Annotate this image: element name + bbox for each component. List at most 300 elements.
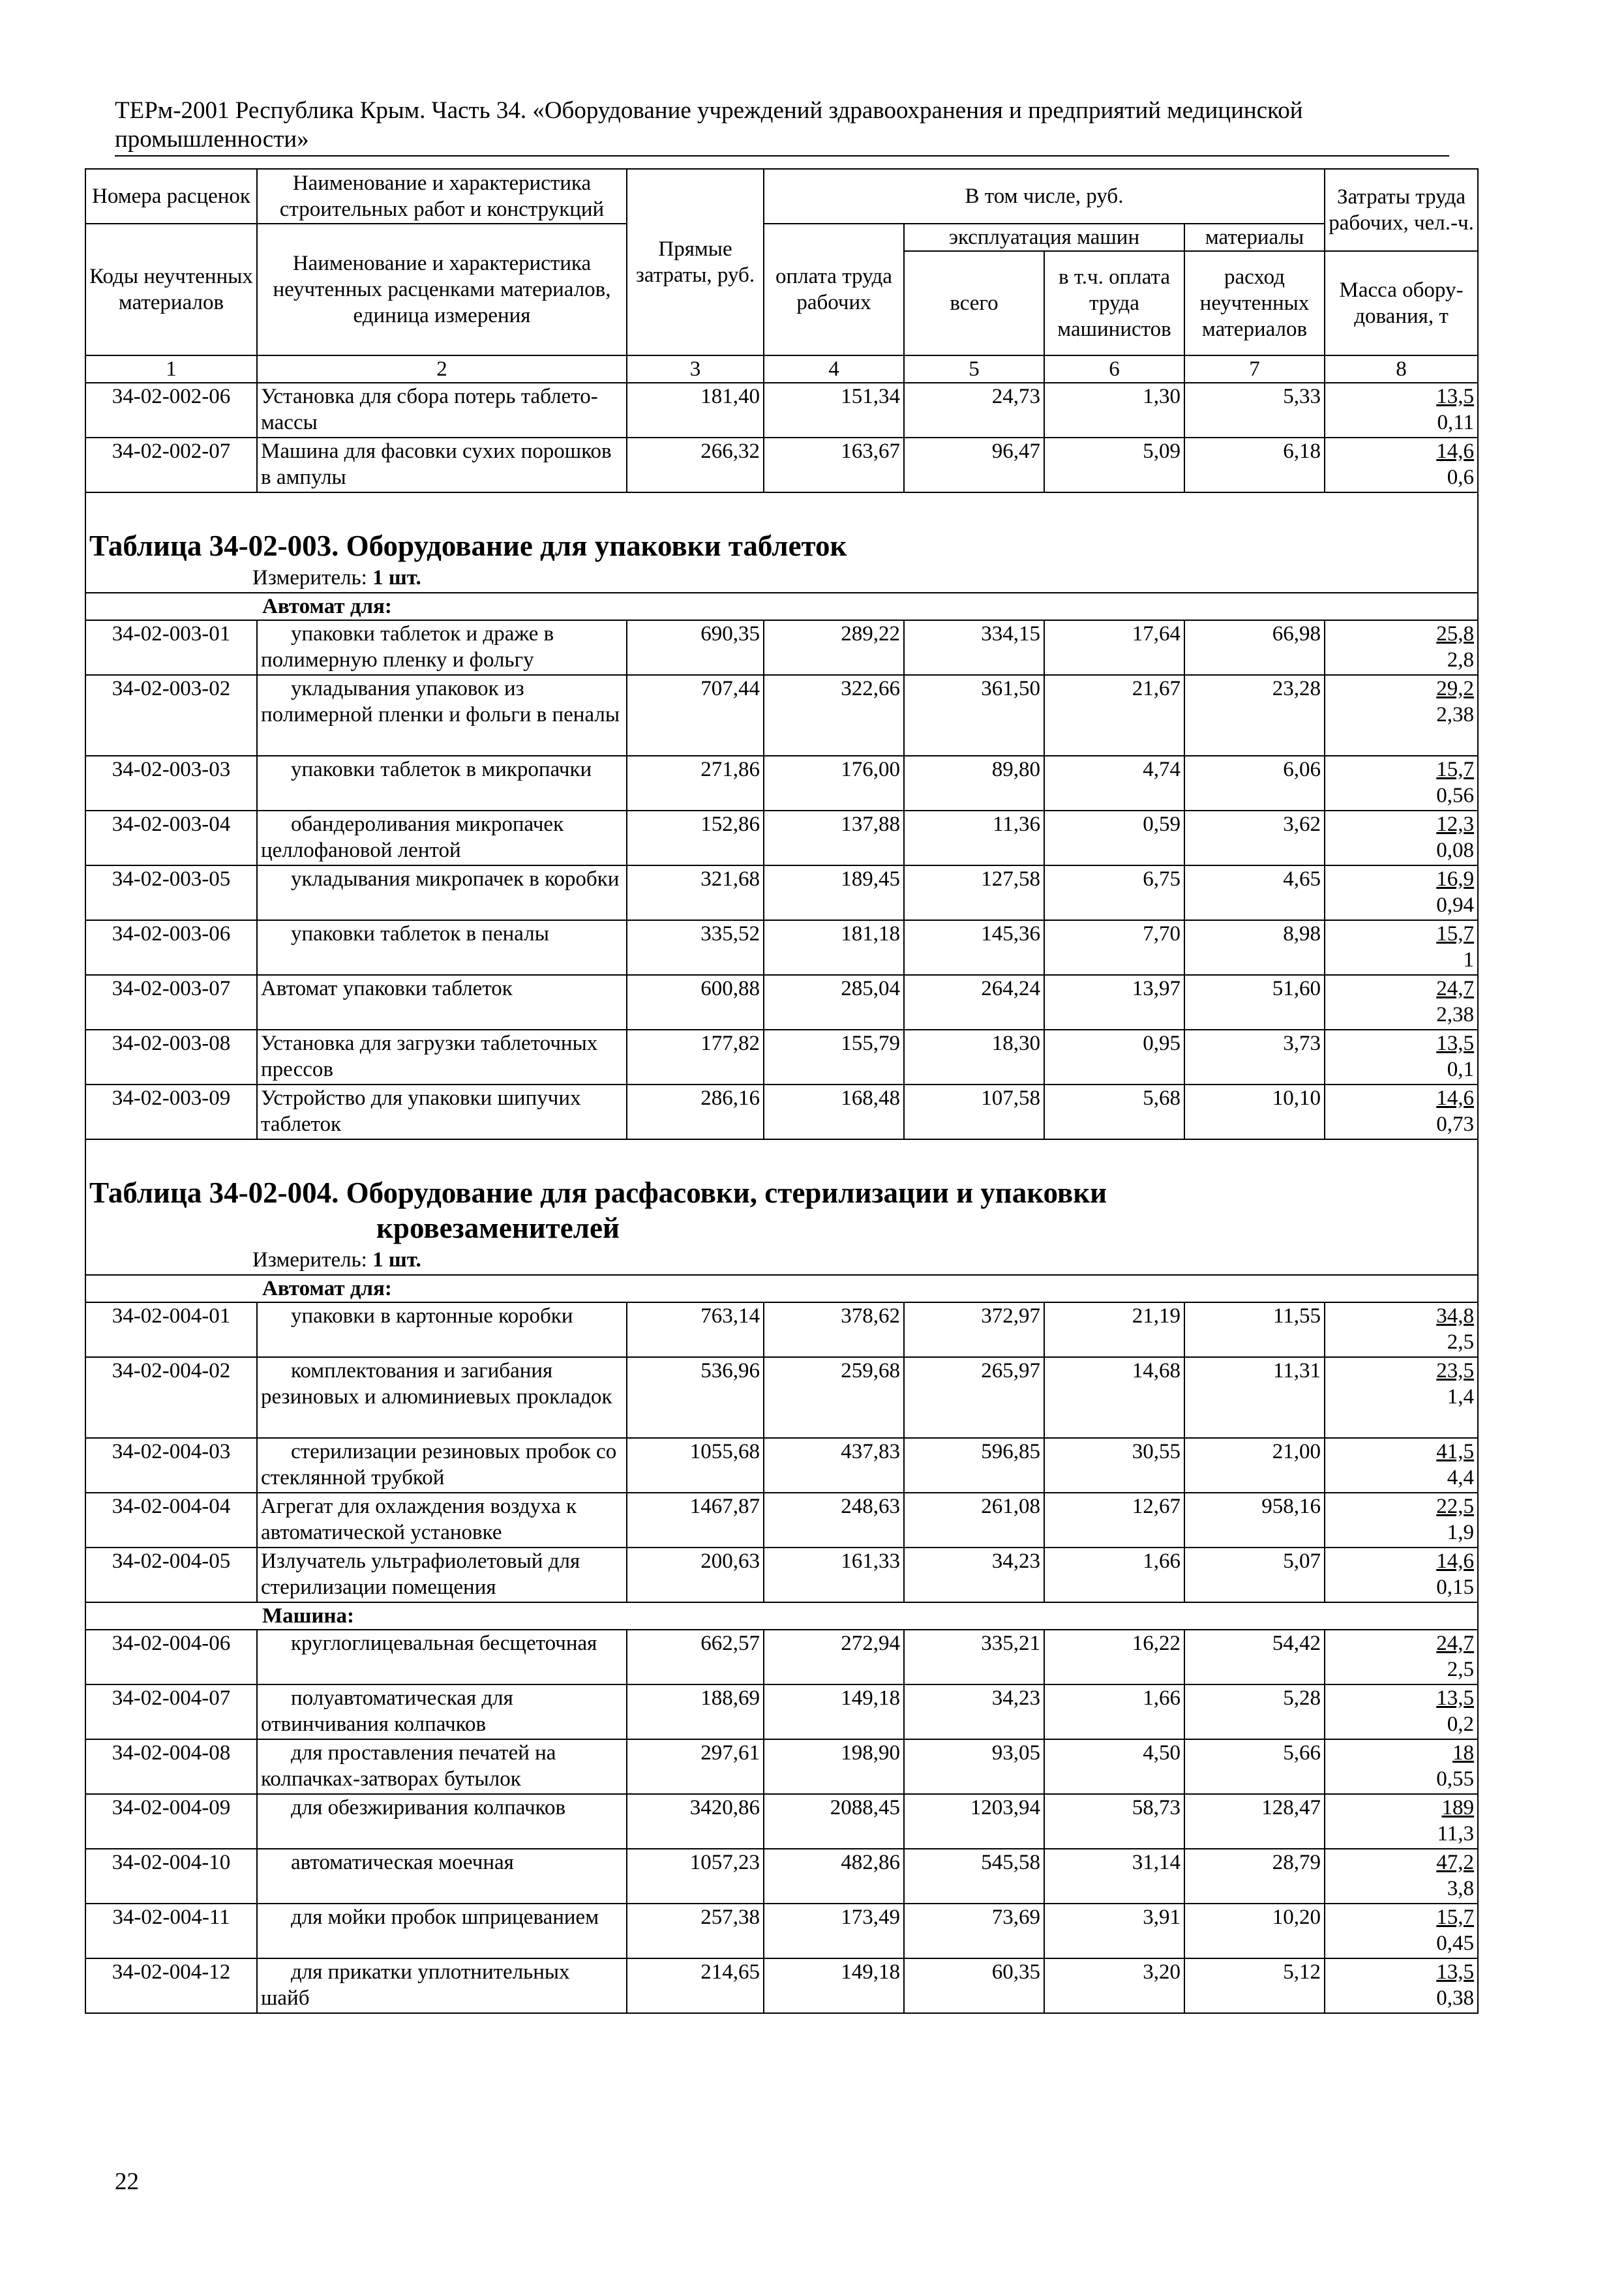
machines-total: 261,08 — [904, 1493, 1044, 1548]
rate-name: для обезжиривания колпачков — [257, 1794, 627, 1849]
rate-code: 34-02-003-08 — [85, 1030, 257, 1085]
table-003-title: Таблица 34-02-003. Оборудование для упаковки таблеток — [89, 530, 847, 562]
labor-pay: 259,68 — [764, 1357, 904, 1438]
machinist-pay: 1,66 — [1044, 1684, 1184, 1739]
rate-name: Устройство для упаковки шипучих таблеток — [257, 1085, 627, 1139]
labor-hours-and-mass — [1325, 1548, 1478, 1602]
header-rule — [115, 155, 1449, 157]
labor-pay: 149,18 — [764, 1684, 904, 1739]
rate-code: 34-02-004-07 — [85, 1684, 257, 1739]
machinist-pay: 58,73 — [1044, 1794, 1184, 1849]
labor-pay: 198,90 — [764, 1739, 904, 1794]
labor-hours: 15,7 — [1436, 922, 1475, 946]
machines-total: 73,69 — [904, 1904, 1044, 1958]
labor-hours-and-mass — [1325, 1085, 1478, 1139]
rate-name: упаковки таблеток в пеналы — [257, 920, 627, 975]
equipment-mass: 0,45 — [1436, 1932, 1475, 1955]
col-num: 4 — [764, 355, 904, 383]
equipment-mass: 1,4 — [1447, 1385, 1475, 1409]
rows-004-b — [85, 1630, 1478, 2013]
table-row — [85, 1630, 1478, 1684]
equipment-mass: 0,56 — [1436, 784, 1475, 807]
col-header-materials: материалы — [1184, 224, 1325, 251]
col-num: 1 — [85, 355, 257, 383]
rate-code: 34-02-004-12 — [85, 1958, 257, 2013]
table-row — [85, 620, 1478, 675]
table-row — [85, 1548, 1478, 1602]
machinist-pay: 0,59 — [1044, 811, 1184, 865]
table-004-title — [89, 1140, 1474, 1246]
materials: 3,73 — [1184, 1030, 1325, 1085]
table-003-measure — [89, 563, 1474, 592]
rate-code: 34-02-002-06 — [85, 383, 257, 438]
labor-hours: 23,5 — [1436, 1359, 1475, 1383]
labor-hours: 189 — [1441, 1796, 1475, 1819]
rate-name: упаковки в картонные коробки — [257, 1302, 627, 1357]
materials: 54,42 — [1184, 1630, 1325, 1684]
col-header-machines-total: всего — [904, 251, 1044, 355]
col-header-material-codes: Коды неучтенных материалов — [85, 224, 257, 355]
direct-costs: 297,61 — [627, 1739, 764, 1794]
labor-hours-and-mass — [1325, 1684, 1478, 1739]
machines-total: 127,58 — [904, 865, 1044, 920]
table-row — [85, 975, 1478, 1030]
direct-costs: 1055,68 — [627, 1438, 764, 1493]
document-header-title: ТЕРм-2001 Республика Крым. Часть 34. «Оборудование учреждений здравоохранения и предприятий медицинской промышленности» — [115, 97, 1303, 153]
machines-total: 335,21 — [904, 1630, 1044, 1684]
materials: 3,62 — [1184, 811, 1325, 865]
header-row-1 — [85, 169, 1478, 224]
equipment-mass: 0,15 — [1436, 1576, 1475, 1599]
materials: 6,18 — [1184, 438, 1325, 492]
direct-costs: 286,16 — [627, 1085, 764, 1139]
materials: 5,28 — [1184, 1684, 1325, 1739]
col-header-direct: Прямые затраты, руб. — [627, 169, 764, 355]
table-004-title-line1: Таблица 34-02-004. Оборудование для расфасовки, стерилизации и упаковки — [89, 1176, 1107, 1209]
rate-code: 34-02-004-06 — [85, 1630, 257, 1684]
col-num: 2 — [257, 355, 627, 383]
rate-code: 34-02-003-05 — [85, 865, 257, 920]
labor-pay: 482,86 — [764, 1849, 904, 1904]
materials: 5,07 — [1184, 1548, 1325, 1602]
labor-hours: 34,8 — [1436, 1304, 1475, 1328]
labor-hours-and-mass — [1325, 675, 1478, 756]
col-header-codes: Номера расценок — [85, 169, 257, 224]
rate-code: 34-02-003-07 — [85, 975, 257, 1030]
labor-hours: 16,9 — [1436, 867, 1475, 891]
equipment-mass: 3,8 — [1447, 1877, 1475, 1900]
machinist-pay: 6,75 — [1044, 865, 1184, 920]
measure-label: Измеритель: — [252, 566, 367, 590]
labor-pay: 378,62 — [764, 1302, 904, 1357]
col-header-material-names: Наименование и характеристика неучтенных расценками материалов, единица измерения — [257, 224, 627, 355]
machinist-pay: 14,68 — [1044, 1357, 1184, 1438]
materials: 958,16 — [1184, 1493, 1325, 1548]
table-row — [85, 1684, 1478, 1739]
machines-total: 93,05 — [904, 1739, 1044, 1794]
materials: 6,06 — [1184, 756, 1325, 811]
equipment-mass: 0,1 — [1447, 1058, 1475, 1081]
equipment-mass: 0,73 — [1436, 1113, 1475, 1136]
equipment-mass: 1 — [1463, 948, 1475, 972]
labor-hours-and-mass — [1325, 1302, 1478, 1357]
rate-code: 34-02-004-09 — [85, 1794, 257, 1849]
labor-hours: 41,5 — [1436, 1440, 1475, 1463]
materials: 66,98 — [1184, 620, 1325, 675]
equipment-mass: 0,2 — [1447, 1713, 1475, 1736]
machinist-pay: 5,09 — [1044, 438, 1184, 492]
labor-hours: 24,7 — [1436, 1632, 1475, 1655]
rate-name: Излучатель ультрафиолетовый для стерилизации помещения — [257, 1548, 627, 1602]
machinist-pay: 3,20 — [1044, 1958, 1184, 2013]
labor-hours-and-mass — [1325, 1904, 1478, 1958]
machines-total: 34,23 — [904, 1548, 1044, 1602]
rate-code: 34-02-003-06 — [85, 920, 257, 975]
labor-hours: 24,7 — [1436, 977, 1475, 1000]
rate-name: полуавтоматическая для отвинчивания колпачков — [257, 1684, 627, 1739]
col-header-incl: В том числе, руб. — [764, 169, 1325, 224]
table-row — [85, 865, 1478, 920]
direct-costs: 690,35 — [627, 620, 764, 675]
measure-label: Измеритель: — [252, 1248, 367, 1272]
table-row — [85, 1493, 1478, 1548]
labor-hours: 13,5 — [1436, 385, 1475, 408]
materials: 51,60 — [1184, 975, 1325, 1030]
labor-hours: 15,7 — [1436, 758, 1475, 781]
group-row — [85, 593, 1478, 620]
labor-hours-and-mass — [1325, 1849, 1478, 1904]
materials: 5,66 — [1184, 1739, 1325, 1794]
rate-code: 34-02-004-03 — [85, 1438, 257, 1493]
labor-hours-and-mass — [1325, 1357, 1478, 1438]
labor-pay: 176,00 — [764, 756, 904, 811]
labor-hours: 22,5 — [1436, 1495, 1475, 1518]
labor-pay: 437,83 — [764, 1438, 904, 1493]
col-header-materials-sub: расход неучтенных материалов — [1184, 251, 1325, 355]
equipment-mass: 0,38 — [1436, 1986, 1475, 2010]
direct-costs: 200,63 — [627, 1548, 764, 1602]
rate-name: Установка для загрузки таблеточных прессов — [257, 1030, 627, 1085]
materials: 128,47 — [1184, 1794, 1325, 1849]
machines-total: 107,58 — [904, 1085, 1044, 1139]
rate-name: для проставления печатей на колпачках-затворах бутылок — [257, 1739, 627, 1794]
rate-name: Машина для фасовки сухих порошков в ампулы — [257, 438, 627, 492]
rate-name: Установка для сбора потерь таблето-массы — [257, 383, 627, 438]
labor-pay: 189,45 — [764, 865, 904, 920]
rate-name: для прикатки уплотнительных шайб — [257, 1958, 627, 2013]
machines-total: 372,97 — [904, 1302, 1044, 1357]
rate-name: автоматическая моечная — [257, 1849, 627, 1904]
labor-hours-and-mass — [1325, 1493, 1478, 1548]
group-row — [85, 1275, 1478, 1302]
machines-total: 265,97 — [904, 1357, 1044, 1438]
table-row — [85, 675, 1478, 756]
labor-hours: 18 — [1452, 1741, 1475, 1765]
rate-name: упаковки таблеток и драже в полимерную пленку и фольгу — [257, 620, 627, 675]
equipment-mass: 0,94 — [1436, 893, 1475, 917]
machinist-pay: 4,74 — [1044, 756, 1184, 811]
table-004-title-cell — [85, 1139, 1478, 1275]
group-label: Автомат для: — [85, 1275, 1478, 1302]
col-header-machinist-pay: в т.ч. оплата труда машинистов — [1044, 251, 1184, 355]
machinist-pay: 31,14 — [1044, 1849, 1184, 1904]
labor-hours: 15,7 — [1436, 1906, 1475, 1929]
rate-code: 34-02-004-08 — [85, 1739, 257, 1794]
machines-total: 264,24 — [904, 975, 1044, 1030]
header-row-2 — [85, 224, 1478, 251]
equipment-mass: 11,3 — [1437, 1822, 1475, 1846]
labor-hours: 13,5 — [1436, 1686, 1475, 1710]
table-row — [85, 383, 1478, 438]
table-row — [85, 1794, 1478, 1849]
table-row — [85, 756, 1478, 811]
direct-costs: 763,14 — [627, 1302, 764, 1357]
column-number-row — [85, 355, 1478, 383]
group-label: Машина: — [85, 1602, 1478, 1630]
labor-hours-and-mass — [1325, 1794, 1478, 1849]
direct-costs: 1057,23 — [627, 1849, 764, 1904]
table-row — [85, 811, 1478, 865]
table-004-title-line2: кровезаменителей — [376, 1212, 620, 1244]
rate-name: стерилизации резиновых пробок со стеклянной трубкой — [257, 1438, 627, 1493]
rows-002 — [85, 383, 1478, 492]
materials: 5,12 — [1184, 1958, 1325, 2013]
machines-total: 145,36 — [904, 920, 1044, 975]
machines-total: 361,50 — [904, 675, 1044, 756]
table-row — [85, 1085, 1478, 1139]
rows-003 — [85, 620, 1478, 1139]
labor-hours: 25,8 — [1436, 622, 1475, 646]
table-row — [85, 920, 1478, 975]
machinist-pay: 7,70 — [1044, 920, 1184, 975]
labor-hours: 14,6 — [1436, 1549, 1475, 1573]
materials: 11,31 — [1184, 1357, 1325, 1438]
direct-costs: 266,32 — [627, 438, 764, 492]
rate-code: 34-02-003-09 — [85, 1085, 257, 1139]
rate-name: упаковки таблеток в микропачки — [257, 756, 627, 811]
labor-pay: 285,04 — [764, 975, 904, 1030]
labor-hours: 13,5 — [1436, 1032, 1475, 1055]
col-num: 8 — [1325, 355, 1478, 383]
equipment-mass: 2,5 — [1447, 1658, 1475, 1681]
machines-total: 89,80 — [904, 756, 1044, 811]
rate-code: 34-02-004-11 — [85, 1904, 257, 1958]
rate-name: Автомат упаковки таблеток — [257, 975, 627, 1030]
labor-hours-and-mass — [1325, 1438, 1478, 1493]
materials: 10,10 — [1184, 1085, 1325, 1139]
col-num: 3 — [627, 355, 764, 383]
labor-hours-and-mass — [1325, 438, 1478, 492]
materials: 28,79 — [1184, 1849, 1325, 1904]
table-row — [85, 1438, 1478, 1493]
equipment-mass: 2,5 — [1447, 1330, 1475, 1354]
labor-hours: 12,3 — [1436, 813, 1475, 836]
table-row — [85, 1958, 1478, 2013]
equipment-mass: 0,55 — [1436, 1767, 1475, 1791]
labor-hours: 29,2 — [1436, 677, 1475, 700]
machines-total: 60,35 — [904, 1958, 1044, 2013]
col-num: 7 — [1184, 355, 1325, 383]
machinist-pay: 21,67 — [1044, 675, 1184, 756]
table-row — [85, 1849, 1478, 1904]
machinist-pay: 3,91 — [1044, 1904, 1184, 1958]
direct-costs: 188,69 — [627, 1684, 764, 1739]
labor-hours-and-mass — [1325, 1958, 1478, 2013]
materials: 8,98 — [1184, 920, 1325, 975]
machines-total: 34,23 — [904, 1684, 1044, 1739]
rate-name: укладывания упаковок из полимерной пленки и фольги в пеналы — [257, 675, 627, 756]
direct-costs: 321,68 — [627, 865, 764, 920]
labor-pay: 149,18 — [764, 1958, 904, 2013]
rate-name: круглоглицевальная бесщеточная — [257, 1630, 627, 1684]
measure-value: 1 шт. — [372, 1248, 421, 1272]
labor-hours-and-mass — [1325, 865, 1478, 920]
machinist-pay: 12,67 — [1044, 1493, 1184, 1548]
direct-costs: 536,96 — [627, 1357, 764, 1438]
labor-hours-and-mass — [1325, 811, 1478, 865]
table-004-heading — [85, 1139, 1478, 1275]
direct-costs: 181,40 — [627, 383, 764, 438]
direct-costs: 214,65 — [627, 1958, 764, 2013]
materials: 11,55 — [1184, 1302, 1325, 1357]
rate-code: 34-02-004-10 — [85, 1849, 257, 1904]
labor-pay: 151,34 — [764, 383, 904, 438]
equipment-mass: 0,11 — [1437, 411, 1475, 434]
group-label: Автомат для: — [85, 593, 1478, 620]
col-header-labor-costs: Затраты труда рабочих, чел.-ч. — [1325, 169, 1478, 251]
group-row — [85, 1602, 1478, 1630]
table-003-heading — [85, 492, 1478, 593]
equipment-mass: 2,38 — [1436, 1003, 1475, 1026]
machinist-pay: 0,95 — [1044, 1030, 1184, 1085]
rate-name: обандероливания микропачек целлофановой лентой — [257, 811, 627, 865]
machines-total: 1203,94 — [904, 1794, 1044, 1849]
materials: 10,20 — [1184, 1904, 1325, 1958]
table-row — [85, 1357, 1478, 1438]
machines-total: 11,36 — [904, 811, 1044, 865]
col-header-labor-pay: оплата труда рабочих — [764, 224, 904, 355]
labor-hours: 47,2 — [1436, 1851, 1475, 1874]
rate-code: 34-02-003-02 — [85, 675, 257, 756]
labor-pay: 137,88 — [764, 811, 904, 865]
measure-value: 1 шт. — [372, 566, 421, 590]
labor-hours-and-mass — [1325, 975, 1478, 1030]
labor-hours-and-mass — [1325, 1030, 1478, 1085]
machinist-pay: 1,30 — [1044, 383, 1184, 438]
machines-total: 96,47 — [904, 438, 1044, 492]
machinist-pay: 21,19 — [1044, 1302, 1184, 1357]
labor-pay: 248,63 — [764, 1493, 904, 1548]
rate-code: 34-02-002-07 — [85, 438, 257, 492]
labor-pay: 173,49 — [764, 1904, 904, 1958]
machinist-pay: 30,55 — [1044, 1438, 1184, 1493]
labor-pay: 322,66 — [764, 675, 904, 756]
direct-costs: 662,57 — [627, 1630, 764, 1684]
labor-hours: 14,6 — [1436, 440, 1475, 463]
table-004-measure — [89, 1246, 1474, 1274]
direct-costs: 177,82 — [627, 1030, 764, 1085]
machinist-pay: 13,97 — [1044, 975, 1184, 1030]
materials: 4,65 — [1184, 865, 1325, 920]
labor-hours-and-mass — [1325, 1630, 1478, 1684]
rate-code: 34-02-004-01 — [85, 1302, 257, 1357]
direct-costs: 335,52 — [627, 920, 764, 975]
machinist-pay: 16,22 — [1044, 1630, 1184, 1684]
machines-total: 24,73 — [904, 383, 1044, 438]
materials: 23,28 — [1184, 675, 1325, 756]
rate-name: комплектования и загибания резиновых и алюминиевых прокладок — [257, 1357, 627, 1438]
price-table — [85, 168, 1479, 2014]
table-row — [85, 1302, 1478, 1357]
direct-costs: 3420,86 — [627, 1794, 764, 1849]
labor-hours-and-mass — [1325, 620, 1478, 675]
labor-hours: 13,5 — [1436, 1960, 1475, 1984]
direct-costs: 271,86 — [627, 756, 764, 811]
machinist-pay: 4,50 — [1044, 1739, 1184, 1794]
rate-code: 34-02-003-04 — [85, 811, 257, 865]
machines-total: 545,58 — [904, 1849, 1044, 1904]
col-num: 6 — [1044, 355, 1184, 383]
equipment-mass: 2,8 — [1447, 648, 1475, 672]
labor-pay: 181,18 — [764, 920, 904, 975]
page-number: 22 — [115, 2168, 139, 2195]
machinist-pay: 5,68 — [1044, 1085, 1184, 1139]
equipment-mass: 4,4 — [1447, 1466, 1475, 1489]
direct-costs: 600,88 — [627, 975, 764, 1030]
labor-pay: 272,94 — [764, 1630, 904, 1684]
rate-name: Агрегат для охлаждения воздуха к автоматической установке — [257, 1493, 627, 1548]
materials: 21,00 — [1184, 1438, 1325, 1493]
rate-code: 34-02-004-02 — [85, 1357, 257, 1438]
labor-hours-and-mass — [1325, 383, 1478, 438]
labor-hours-and-mass — [1325, 1739, 1478, 1794]
labor-pay: 163,67 — [764, 438, 904, 492]
rate-code: 34-02-004-04 — [85, 1493, 257, 1548]
col-header-mass: Масса обору-дования, т — [1325, 251, 1478, 355]
labor-pay: 155,79 — [764, 1030, 904, 1085]
table-003-title-cell — [85, 492, 1478, 593]
labor-hours-and-mass — [1325, 920, 1478, 975]
machines-total: 334,15 — [904, 620, 1044, 675]
machines-total: 596,85 — [904, 1438, 1044, 1493]
labor-pay: 161,33 — [764, 1548, 904, 1602]
col-header-name: Наименование и характеристика строительных работ и конструкций — [257, 169, 627, 224]
direct-costs: 152,86 — [627, 811, 764, 865]
direct-costs: 707,44 — [627, 675, 764, 756]
labor-hours-and-mass — [1325, 756, 1478, 811]
labor-pay: 289,22 — [764, 620, 904, 675]
labor-hours: 14,6 — [1436, 1086, 1475, 1110]
machinist-pay: 1,66 — [1044, 1548, 1184, 1602]
direct-costs: 257,38 — [627, 1904, 764, 1958]
equipment-mass: 2,38 — [1436, 703, 1475, 726]
rate-code: 34-02-004-05 — [85, 1548, 257, 1602]
table-row — [85, 1030, 1478, 1085]
labor-pay: 168,48 — [764, 1085, 904, 1139]
table-row — [85, 438, 1478, 492]
rate-name: для мойки пробок шприцеванием — [257, 1904, 627, 1958]
labor-pay: 2088,45 — [764, 1794, 904, 1849]
machinist-pay: 17,64 — [1044, 620, 1184, 675]
rate-code: 34-02-003-03 — [85, 756, 257, 811]
table-row — [85, 1739, 1478, 1794]
materials: 5,33 — [1184, 383, 1325, 438]
rate-name: укладывания микропачек в коробки — [257, 865, 627, 920]
col-num: 5 — [904, 355, 1044, 383]
machines-total: 18,30 — [904, 1030, 1044, 1085]
col-header-machines: эксплуатация машин — [904, 224, 1184, 251]
direct-costs: 1467,87 — [627, 1493, 764, 1548]
